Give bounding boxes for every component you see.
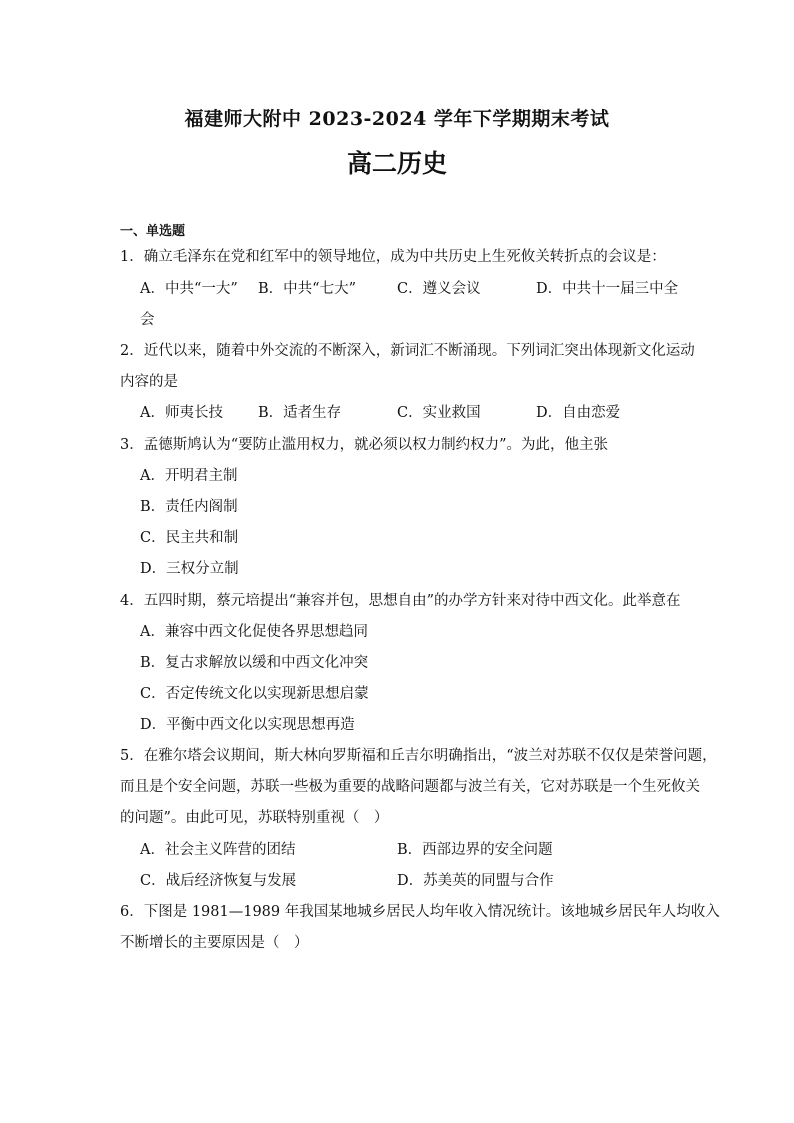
question-4-option-c: C．否定传统文化以实现新思想启蒙 bbox=[140, 686, 369, 702]
question-3-option-a: A．开明君主制 bbox=[140, 468, 238, 484]
question-3-text: 3．孟德斯鸠认为“要防止滥用权力，就必须以权力制约权力”。为此，他主张 bbox=[120, 437, 609, 453]
question-2-text-line-1: 2．近代以来，随着中外交流的不断深入，新词汇不断涌现。下列词汇突出体现新文化运动 bbox=[120, 343, 695, 359]
question-4-option-d: D．平衡中西文化以实现思想再造 bbox=[140, 717, 355, 733]
question-2-option-b: B．适者生存 bbox=[258, 405, 342, 421]
question-2-option-a: A．师夷长技 bbox=[140, 405, 223, 421]
question-2-option-d: D．自由恋爱 bbox=[536, 405, 621, 421]
question-5-option-d: D．苏美英的同盟与合作 bbox=[397, 873, 554, 889]
question-1-option-d: D．中共十一届三中全 bbox=[536, 281, 679, 297]
question-6-text-line-2: 不断增长的主要原因是（ ） bbox=[120, 935, 309, 951]
question-5-text-line-1: 5．在雅尔塔会议期间，斯大林向罗斯福和丘吉尔明确指出，“波兰对苏联不仅仅是荣誉问题， bbox=[120, 748, 717, 764]
question-5-option-c: C．战后经济恢复与发展 bbox=[140, 873, 297, 889]
question-1-option-b: B．中共“七大” bbox=[258, 281, 356, 297]
question-2-text-line-2: 内容的是 bbox=[120, 374, 178, 390]
question-1-option-c: C．遵义会议 bbox=[397, 281, 481, 297]
question-4-option-a: A．兼容中西文化促使各界思想趋同 bbox=[140, 624, 368, 640]
question-6-text-line-1: 6．下图是 1981—1989 年我国某地城乡居民人均年收入情况统计。该地城乡居民年人均收入 bbox=[120, 904, 720, 920]
question-2-option-c: C．实业救国 bbox=[397, 405, 481, 421]
question-5-option-a: A．社会主义阵营的团结 bbox=[140, 842, 296, 858]
question-5-text-line-3: 的问题”。由此可见，苏联特别重视（ ） bbox=[120, 810, 389, 826]
question-5-text-line-2: 而且是个安全问题，苏联一些极为重要的战略问题都与波兰有关，它对苏联是一个生死攸关 bbox=[120, 779, 700, 795]
exam-title: 福建师大附中 2023-2024 学年下学期期末考试 bbox=[184, 108, 610, 130]
question-1-option-d-wrap: 会 bbox=[140, 312, 155, 328]
question-1-option-a: A．中共“一大” bbox=[140, 281, 238, 297]
question-3-option-b: B．责任内阁制 bbox=[140, 499, 238, 515]
question-4-text: 4．五四时期，蔡元培提出“兼容并包，思想自由”的办学方针来对待中西文化。此举意在 bbox=[120, 593, 681, 609]
question-4-option-b: B．复古求解放以缓和中西文化冲突 bbox=[140, 655, 369, 671]
section-heading: 一、单选题 bbox=[120, 224, 186, 239]
question-5-option-b: B．西部边界的安全问题 bbox=[397, 842, 553, 858]
question-3-option-c: C．民主共和制 bbox=[140, 530, 239, 546]
question-1-text: 1．确立毛泽东在党和红军中的领导地位，成为中共历史上生死攸关转折点的会议是： bbox=[120, 249, 666, 265]
subject-title: 高二历史 bbox=[346, 149, 447, 178]
question-3-option-d: D．三权分立制 bbox=[140, 561, 239, 577]
